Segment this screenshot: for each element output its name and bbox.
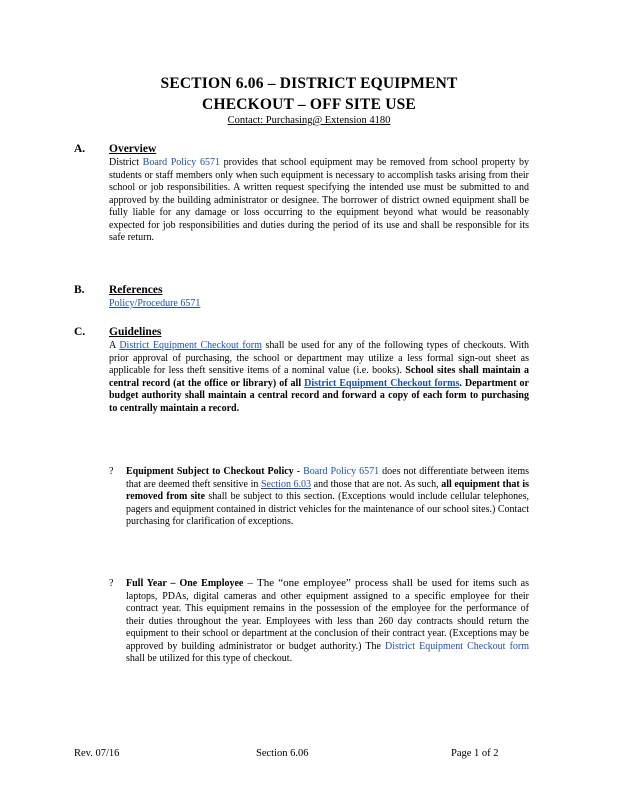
bullet-2-text-2: shall be utilized for this type of checkout. — [126, 653, 293, 664]
bullet-1-text-2: and those that are not. As such, — [311, 478, 442, 490]
section-6-03-link[interactable]: Section 6.03 — [260, 478, 312, 490]
section-c-bold-2: . Department or budget authority shall maintain a central record and forward a copy of each form to purchasing to centrally maintain a record. — [109, 377, 529, 414]
section-a-text-2: provides that school equipment may be removed from school property by students or staff members only when such equipment is necessary to accomplish tasks arising from their school or job responsibilities. A written request specifying the intended use must be submitted to and approved by the building administrator or designee. The borrower of district owned equipment shall be fully liable for any damage or loss occurring to the equipment beyond what would be reasonably expected for job responsibilities and duties during the period of its use and shall be responsible for its safe return. — [109, 157, 529, 243]
bullet-2-lead: – The “one employee” process shall be used for — [243, 577, 469, 589]
footer-revision: Rev. 07/16 — [74, 748, 120, 759]
bullet-2-checkout-form-link[interactable]: District Equipment Checkout form — [385, 640, 530, 652]
section-b-heading: References — [109, 284, 163, 296]
section-a-letter: A. — [74, 143, 86, 155]
section-a-heading: Overview — [109, 143, 157, 155]
board-policy-6571-link[interactable]: Board Policy 6571 — [142, 157, 220, 168]
section-a-text-1: District — [109, 157, 143, 168]
section-c-text-1: A — [109, 340, 120, 351]
bullet-1-text-1: does not differentiate between items that are deemed theft sensitive in — [126, 466, 530, 490]
policy-procedure-6571-link[interactable]: Policy/Procedure 6571 — [109, 298, 201, 309]
bullet-2-heading: Full Year – One Employee — [126, 578, 244, 589]
bullet-1-heading: Equipment Subject to Checkout Policy — [126, 466, 294, 477]
section-c-paragraph — [109, 340, 529, 415]
equipment-checkout-form-link[interactable]: District Equipment Checkout form — [119, 340, 262, 351]
contact-text: Contact: Purchasing@ Extension 4180 — [227, 115, 391, 126]
bullet-2-text-1: items such as laptops, PDAs, digital cameras and other equipment assigned to a specific employee for their contract year. This equipment remains in the possession of the employee for the performance of their duties throughout the year. Employees with less than 260 day contracts should return the equipment to their school or department at the conclusion of their contract year. (Exceptions may be approved by building administrator or budget authority.) The — [126, 578, 529, 652]
section-c-letter: C. — [74, 326, 86, 338]
section-c-text-2: shall be used for any of the following types of checkouts. With prior approval of purchasing, the school or department may utilize a less formal sign-out sheet as applicable for less theft sensitive items of a nominal value (i.e. books). — [109, 340, 530, 376]
section-b-paragraph — [109, 298, 529, 311]
bullet-1-mark: ? — [109, 466, 114, 477]
bullet-1-board-policy-link[interactable]: Board Policy 6571 — [303, 466, 380, 477]
footer-section: Section 6.06 — [256, 748, 309, 759]
page-title-line1: SECTION 6.06 – DISTRICT EQUIPMENT — [160, 75, 458, 92]
equipment-checkout-forms-link[interactable]: District Equipment Checkout forms — [304, 377, 460, 389]
bullet-1-text-3: shall be subject to this section. (Exceptions would include cellular telephones, pagers and equipment contained in district vehicles for the maintenance of our school sites.) Contact purchasing for clarification of exceptions. — [126, 491, 529, 527]
footer-page-number: Page 1 of 2 — [451, 748, 499, 759]
page-title-line2: CHECKOUT – OFF SITE USE — [202, 96, 416, 113]
contact-line — [0, 115, 618, 126]
section-c-bold-1: School sites shall maintain a central record (at the office or library) of all — [109, 365, 529, 389]
bullet-1-dash: - — [293, 466, 304, 477]
bullet-1-paragraph — [126, 466, 529, 529]
section-a-paragraph — [109, 157, 529, 245]
section-b-letter: B. — [74, 284, 85, 296]
bullet-2-mark: ? — [109, 578, 114, 589]
bullet-2-paragraph — [126, 577, 529, 666]
bullet-1-bold: all equipment that is removed from site — [126, 478, 529, 502]
section-c-heading: Guidelines — [109, 326, 162, 338]
